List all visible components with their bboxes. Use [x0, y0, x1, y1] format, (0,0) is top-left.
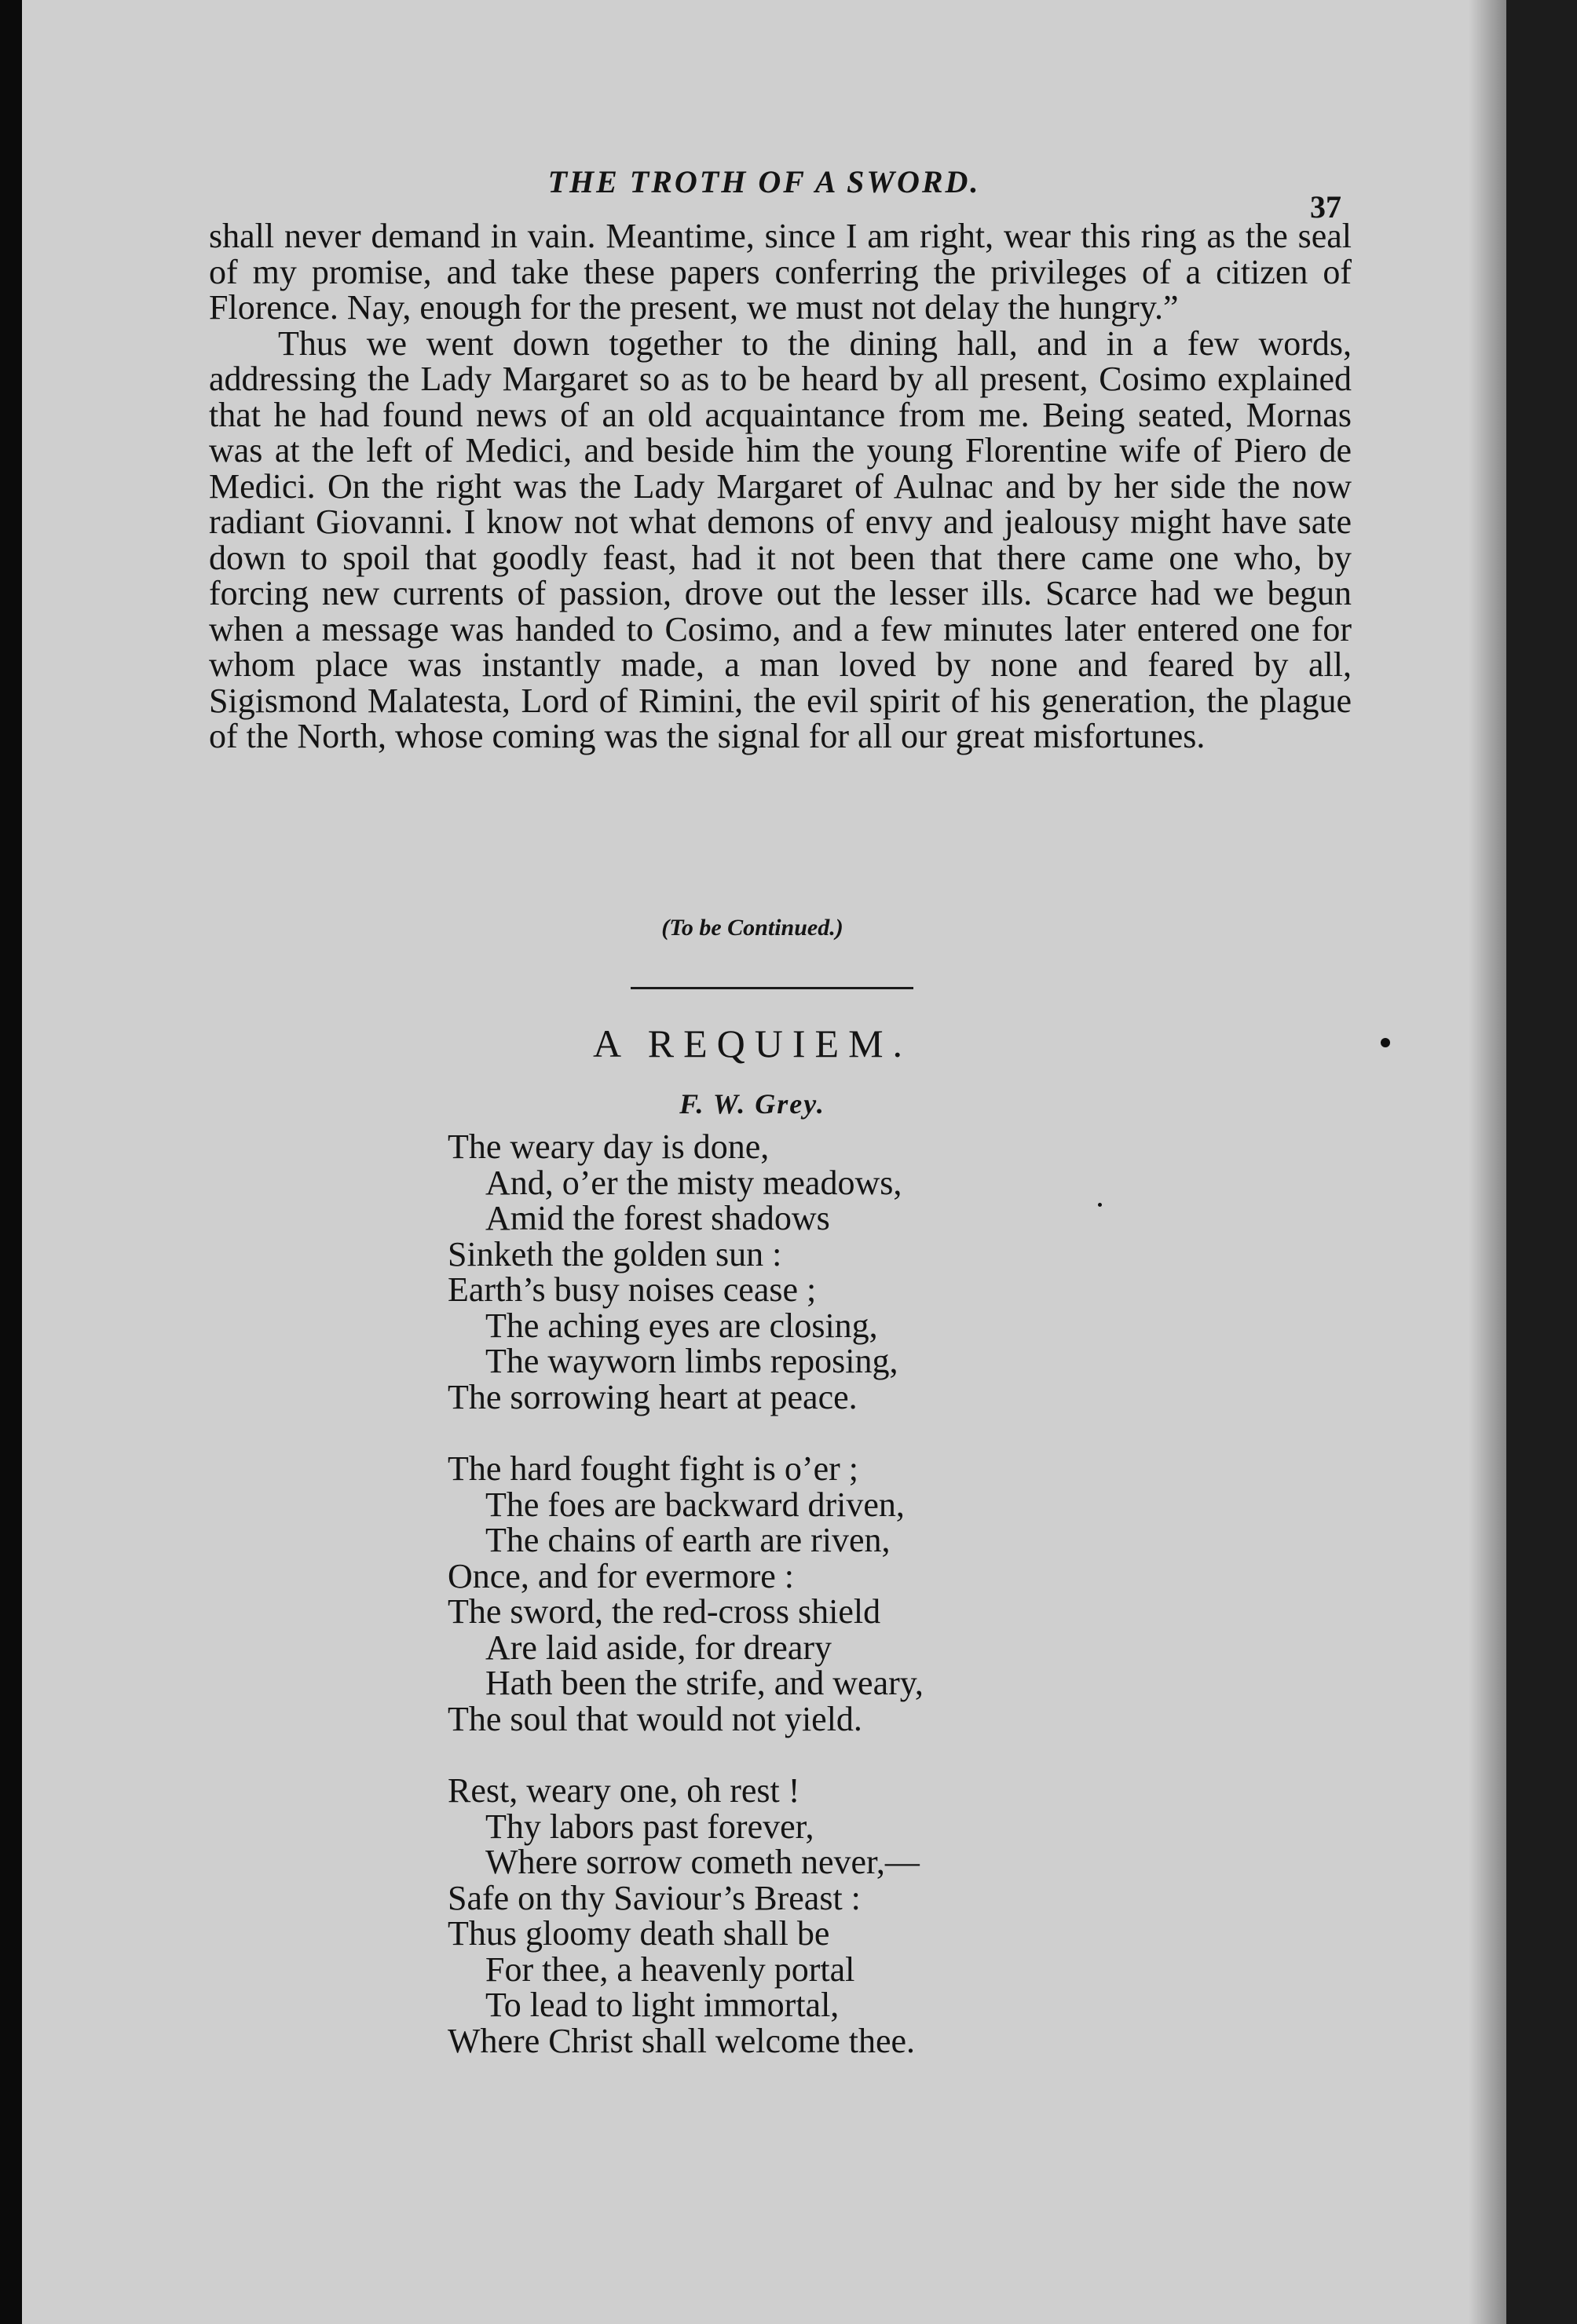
prose-paragraph-1: shall never demand in vain. Meantime, since I am right, wear this ring as the seal of my promise, and take these papers conferring the privileges of a citizen of Florence. Nay, enough for the present, we must not delay the hungry.”	[209, 217, 1352, 327]
poem-line: And, o’er the misty meadows,	[485, 1163, 902, 1202]
poem-line: The wayworn limbs reposing,	[485, 1342, 898, 1380]
poem-stanza-2	[448, 1451, 1076, 1737]
poem-line: Once, and for evermore :	[448, 1556, 795, 1595]
poem-line: Thus gloomy death shall be	[448, 1914, 830, 1953]
poem-line: Earth’s busy noises cease ;	[448, 1270, 817, 1309]
poem-line: For thee, a heavenly portal	[485, 1949, 855, 1989]
poem-line: To lead to light immortal,	[485, 1986, 840, 2024]
poem-line: Thy labors past forever,	[485, 1807, 814, 1846]
poem-line: Where sorrow cometh never,—	[485, 1843, 920, 1881]
section-divider	[631, 987, 913, 989]
continued-note: (To be Continued.)	[661, 915, 843, 941]
poem-line: Hath been the strife, and weary,	[485, 1664, 924, 1702]
poem-line: Amid the forest shadows	[485, 1199, 830, 1237]
poem-line: Safe on thy Saviour’s Breast :	[448, 1878, 861, 1917]
poem-line: The hard fought fight is o’er ;	[448, 1449, 858, 1488]
poem-line: Rest, weary one, oh rest !	[448, 1771, 800, 1810]
poem-line: The chains of earth are riven,	[485, 1521, 891, 1559]
poem-line: The soul that would not yield.	[448, 1699, 862, 1738]
poem-stanza-3	[448, 1773, 1076, 2059]
prose-section	[209, 218, 1352, 755]
poem-body	[448, 1129, 1076, 2095]
book-page	[22, 0, 1506, 2324]
poem-line: Where Christ shall welcome thee.	[448, 2021, 916, 2060]
poem-line: The weary day is done,	[448, 1127, 770, 1166]
poem-line: The aching eyes are closing,	[485, 1306, 878, 1345]
poem-line: The foes are backward driven,	[485, 1485, 905, 1524]
poem-line: The sword, the red-cross shield	[448, 1592, 881, 1631]
page-gutter-shadow	[1469, 0, 1506, 2324]
ink-speck	[1098, 1203, 1102, 1207]
poem-author: F. W. Grey.	[679, 1088, 825, 1120]
poem-title: A REQUIEM.	[592, 1021, 913, 1065]
ink-speck	[1381, 1038, 1390, 1047]
running-head: THE TROTH OF A SWORD.	[547, 164, 981, 199]
poem-line: The sorrowing heart at peace.	[448, 1377, 858, 1416]
prose-paragraph-2: Thus we went down together to the dining hall, and in a few words, addressing the Lady Margaret so as to be heard by all present, Cosimo explained that he had found news of an old acquaintance from me. Being seated, Mornas was at the left of Medici, and beside him the young Florentine wife of Piero de Medici. On the right was the Lady Margaret of Aulnac and by her side the now radiant Giovanni. I know not what demons of envy and jealousy might have sate down to spoil that goodly feast, had it not been that there came one who, by forcing new currents of passion, drove out the lesser ills. Scarce had we begun when a message was handed to Cosimo, and a few minutes later entered one for whom place was instantly made, a man loved by none and feared by all, Sigismond Malatesta, Lord of Rimini, the evil spirit of his generation, the plague of the North, whose coming was the signal for all our great misfortunes.	[209, 323, 1352, 755]
page-number: 37	[1310, 189, 1341, 225]
poem-line: Are laid aside, for dreary	[485, 1628, 832, 1667]
poem-line: Sinketh the golden sun :	[448, 1234, 782, 1273]
poem-stanza-1	[448, 1129, 1076, 1415]
scan-border	[1506, 0, 1577, 2324]
